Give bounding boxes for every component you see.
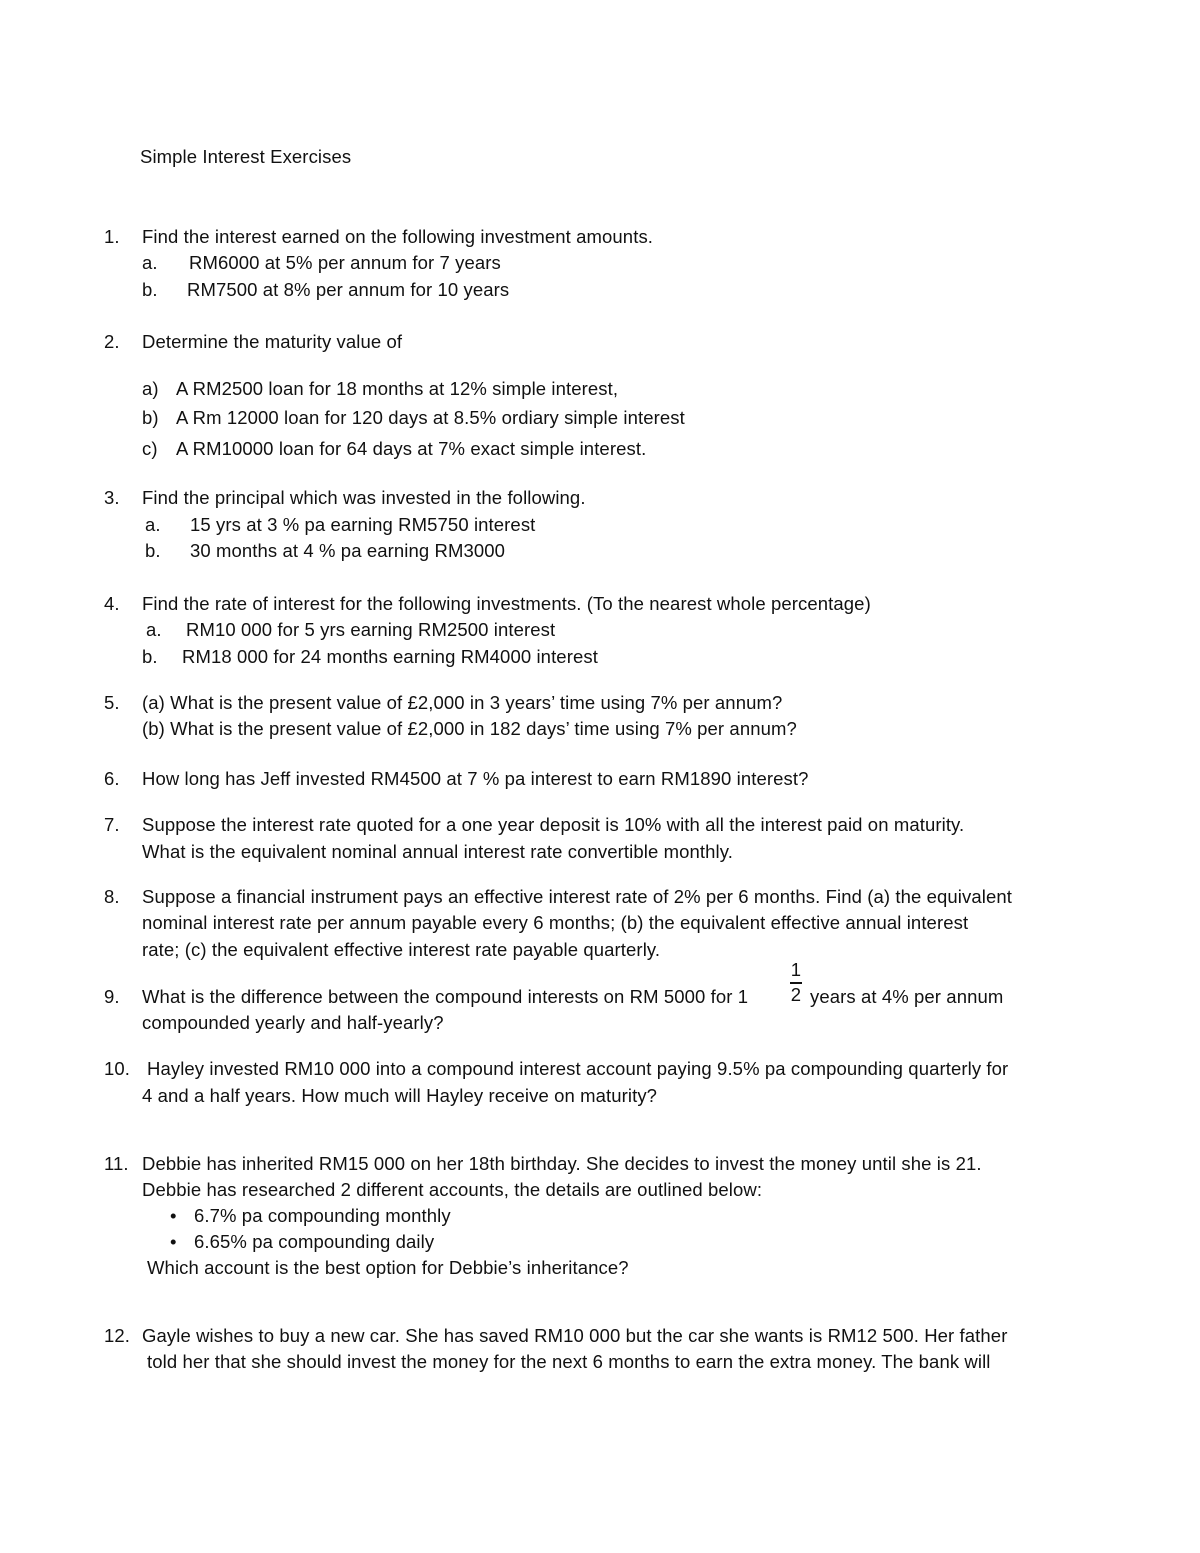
question-number: 12. bbox=[104, 1325, 131, 1346]
question-text: Find the rate of interest for the following investments. (To the nearest whole percentage) bbox=[142, 593, 871, 614]
sub-label: b. bbox=[142, 279, 158, 300]
question-text: 4 and a half years. How much will Hayley receive on maturity? bbox=[142, 1085, 658, 1106]
question-text: Gayle wishes to buy a new car. She has saved RM10 000 but the car she wants is RM12 500. Her father bbox=[142, 1325, 1008, 1346]
sub-item: 15 yrs at 3 % pa earning RM5750 interest bbox=[190, 514, 536, 535]
sub-item: RM18 000 for 24 months earning RM4000 interest bbox=[182, 646, 598, 667]
sub-item: RM7500 at 8% per annum for 10 years bbox=[187, 279, 510, 300]
sub-label: a) bbox=[142, 378, 159, 399]
question-text: nominal interest rate per annum payable every 6 months; (b) the equivalent effective annual interest bbox=[142, 912, 969, 933]
question-text: What is the equivalent nominal annual interest rate convertible monthly. bbox=[142, 841, 733, 862]
sub-label: b) bbox=[142, 407, 159, 428]
sub-item: A RM10000 loan for 64 days at 7% exact simple interest. bbox=[176, 438, 647, 459]
question-number: 3. bbox=[104, 487, 120, 508]
question-text: Which account is the best option for Debbie’s inheritance? bbox=[147, 1257, 629, 1278]
question-number: 11. bbox=[104, 1153, 129, 1174]
question-number: 6. bbox=[104, 768, 120, 789]
question-number: 9. bbox=[104, 986, 120, 1007]
question-text: Debbie has researched 2 different accounts, the details are outlined below: bbox=[142, 1179, 763, 1200]
bullet-item bbox=[170, 1205, 451, 1227]
question-text: What is the difference between the compound interests on RM 5000 for 1 bbox=[142, 986, 749, 1007]
question-text: (a) What is the present value of £2,000 in 3 years’ time using 7% per annum? bbox=[142, 692, 783, 713]
question-text: compounded yearly and half-yearly? bbox=[142, 1012, 444, 1033]
sub-item: 30 months at 4 % pa earning RM3000 bbox=[190, 540, 506, 561]
bullet-glyph: • bbox=[170, 1231, 177, 1252]
question-text: Find the principal which was invested in the following. bbox=[142, 487, 586, 508]
sub-item: A RM2500 loan for 18 months at 12% simple interest, bbox=[176, 378, 619, 399]
sub-label: b. bbox=[142, 646, 158, 667]
bullet-text: 6.7% pa compounding monthly bbox=[194, 1205, 451, 1226]
question-number: 7. bbox=[104, 814, 120, 835]
question-number: 4. bbox=[104, 593, 120, 614]
question-text: Hayley invested RM10 000 into a compound interest account paying 9.5% pa compounding quarterly for bbox=[147, 1058, 1009, 1079]
question-number: 10. bbox=[104, 1058, 131, 1079]
question-text: How long has Jeff invested RM4500 at 7 % pa interest to earn RM1890 interest? bbox=[142, 768, 809, 789]
question-text: rate; (c) the equivalent effective interest rate payable quarterly. bbox=[142, 939, 661, 960]
question-text: Debbie has inherited RM15 000 on her 18th birthday. She decides to invest the money until she is 21. bbox=[142, 1153, 982, 1174]
sub-label: c) bbox=[142, 438, 158, 459]
sub-label: a. bbox=[145, 514, 161, 535]
question-text: told her that she should invest the money for the next 6 months to earn the extra money. The bank will bbox=[147, 1351, 991, 1372]
sub-item: RM10 000 for 5 yrs earning RM2500 interest bbox=[186, 619, 556, 640]
question-text: Find the interest earned on the following investment amounts. bbox=[142, 226, 654, 247]
document-title: Simple Interest Exercises bbox=[140, 146, 352, 167]
sub-label: a. bbox=[146, 619, 162, 640]
bullet-text: 6.65% pa compounding daily bbox=[194, 1231, 435, 1252]
question-text: (b) What is the present value of £2,000 in 182 days’ time using 7% per annum? bbox=[142, 718, 797, 739]
question-number: 1. bbox=[104, 226, 120, 247]
sub-item: A Rm 12000 loan for 120 days at 8.5% ordiary simple interest bbox=[176, 407, 685, 428]
question-text: Suppose the interest rate quoted for a one year deposit is 10% with all the interest paid on maturity. bbox=[142, 814, 965, 835]
question-number: 8. bbox=[104, 886, 120, 907]
bullet-item bbox=[170, 1231, 434, 1253]
question-text: Determine the maturity value of bbox=[142, 331, 403, 352]
question-number: 5. bbox=[104, 692, 120, 713]
fraction-denominator: 2 bbox=[790, 983, 802, 1005]
question-text: Suppose a financial instrument pays an effective interest rate of 2% per 6 months. Find (a) the equivalent bbox=[142, 886, 1012, 907]
fraction-numerator: 1 bbox=[790, 959, 802, 980]
fraction bbox=[790, 960, 802, 1005]
bullet-glyph: • bbox=[170, 1205, 177, 1226]
question-text: years at 4% per annum bbox=[810, 986, 1004, 1007]
question-number: 2. bbox=[104, 331, 120, 352]
sub-label: b. bbox=[145, 540, 161, 561]
sub-item: RM6000 at 5% per annum for 7 years bbox=[189, 252, 501, 273]
sub-label: a. bbox=[142, 252, 158, 273]
